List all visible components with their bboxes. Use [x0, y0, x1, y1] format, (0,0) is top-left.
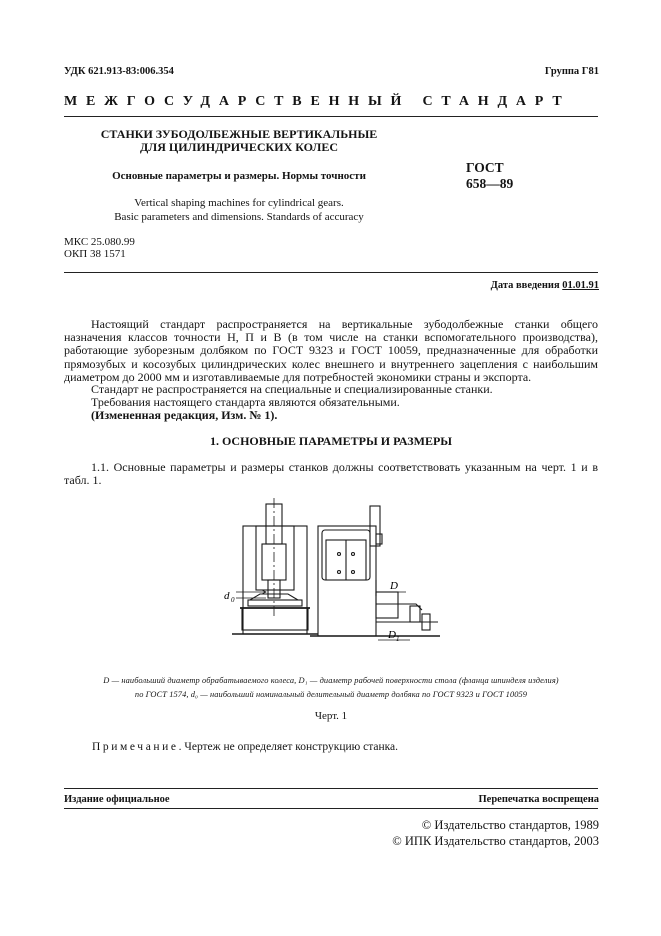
introduction-date: [491, 280, 599, 291]
scope-paragraph: Настоящий стандарт распространяется на вертикальные зубодолбежные станки общего назначения классов точности Н, П и В (в том числе на станки вспомогательного производства), работающие зуборезным долбяком по ГОСТ 9323 и ГОСТ 10059, предназначенные для обработки прямозубых и косозубых цилиндрических колес внешнего и внутреннего зацепления с наибольшим диаметром до 2000 мм и изготавливаемые для потребностей экономики страны и экспорта.: [64, 317, 598, 384]
footer-rule: [64, 788, 598, 789]
label-d0: d: [224, 590, 230, 602]
mandatory-paragraph: Требования настоящего стандарта являются обязательными.: [91, 395, 400, 409]
date-label: Дата введения: [490, 280, 560, 291]
machine-drawing: [210, 496, 450, 666]
okp-code: ОКП 38 1571: [64, 248, 126, 260]
official-edition: Издание официальное: [64, 794, 170, 805]
label-D1-subscript: 1: [396, 635, 400, 643]
label-d0-subscript: 0: [231, 596, 235, 604]
group-code: Группа Г81: [544, 66, 599, 77]
standard-banner: МЕЖГОСУДАРСТВЕННЫЙ СТАНДАРТ: [64, 94, 571, 109]
machine-side-view: [310, 506, 440, 640]
drawing-note: [92, 741, 398, 753]
title-line-1: СТАНКИ ЗУБОДОЛБЕЖНЫЕ ВЕРТИКАЛЬНЫЕ: [100, 127, 378, 141]
label-D1: D: [388, 629, 396, 641]
document-title: [84, 128, 394, 154]
title-line-2: ДЛЯ ЦИЛИНДРИЧЕСКИХ КОЛЕС: [140, 140, 338, 154]
english-title-line-2: Basic parameters and dimensions. Standards of accuracy: [114, 211, 364, 223]
note-label: Примечание: [92, 741, 179, 753]
classification-codes: [64, 236, 135, 260]
figure-caption: [64, 674, 598, 702]
copyright-1989: © Издательство стандартов, 1989: [421, 818, 599, 832]
exclusion-paragraph: Стандарт не распространяется на специальные и специализированные станки.: [91, 382, 493, 396]
amendment-note: (Измененная редакция, Изм. № 1).: [91, 408, 278, 422]
label-D: D: [390, 580, 398, 592]
date-value: 01.01.91: [562, 280, 599, 291]
gost-designation: [466, 160, 546, 192]
machine-front-view: [232, 498, 318, 634]
gost-label: ГОСТ: [466, 160, 504, 175]
copyright-2003: © ИПК Издательство стандартов, 2003: [392, 834, 599, 848]
gost-number: 658—89: [466, 176, 514, 191]
mks-code: МКС 25.080.99: [64, 236, 135, 248]
reprint-notice: Перепечатка воспрещена: [478, 794, 599, 805]
english-title-line-1: Vertical shaping machines for cylindrical gears.: [134, 197, 344, 209]
udk-code: УДК 621.913-83:006.354: [64, 66, 174, 77]
section-heading: 1. ОСНОВНЫЕ ПАРАМЕТРЫ И РАЗМЕРЫ: [209, 434, 453, 448]
footer-rule-lower: [64, 808, 598, 809]
clause-1-1: 1.1. Основные параметры и размеры станков должны соответствовать указанным на черт. 1 и в табл. 1.: [64, 460, 598, 488]
document-subtitle: Основные параметры и размеры. Нормы точности: [112, 170, 366, 182]
caption-line-1: D — наибольший диаметр обрабатываемого колеса, D₁ — диаметр рабочей поверхности стола (фланца шпинделя изделия): [103, 676, 559, 685]
note-text: . Чертеж не определяет конструкцию станка.: [178, 741, 399, 753]
english-title: [84, 196, 394, 224]
figure-label: Черт. 1: [314, 710, 348, 722]
caption-line-2: по ГОСТ 1574, d₀ — наибольший номинальный делительный диаметр долбяка по ГОСТ 9323 и ГОСТ 10059: [134, 690, 528, 699]
header-rule: [64, 272, 598, 273]
banner-rule: [64, 116, 598, 117]
